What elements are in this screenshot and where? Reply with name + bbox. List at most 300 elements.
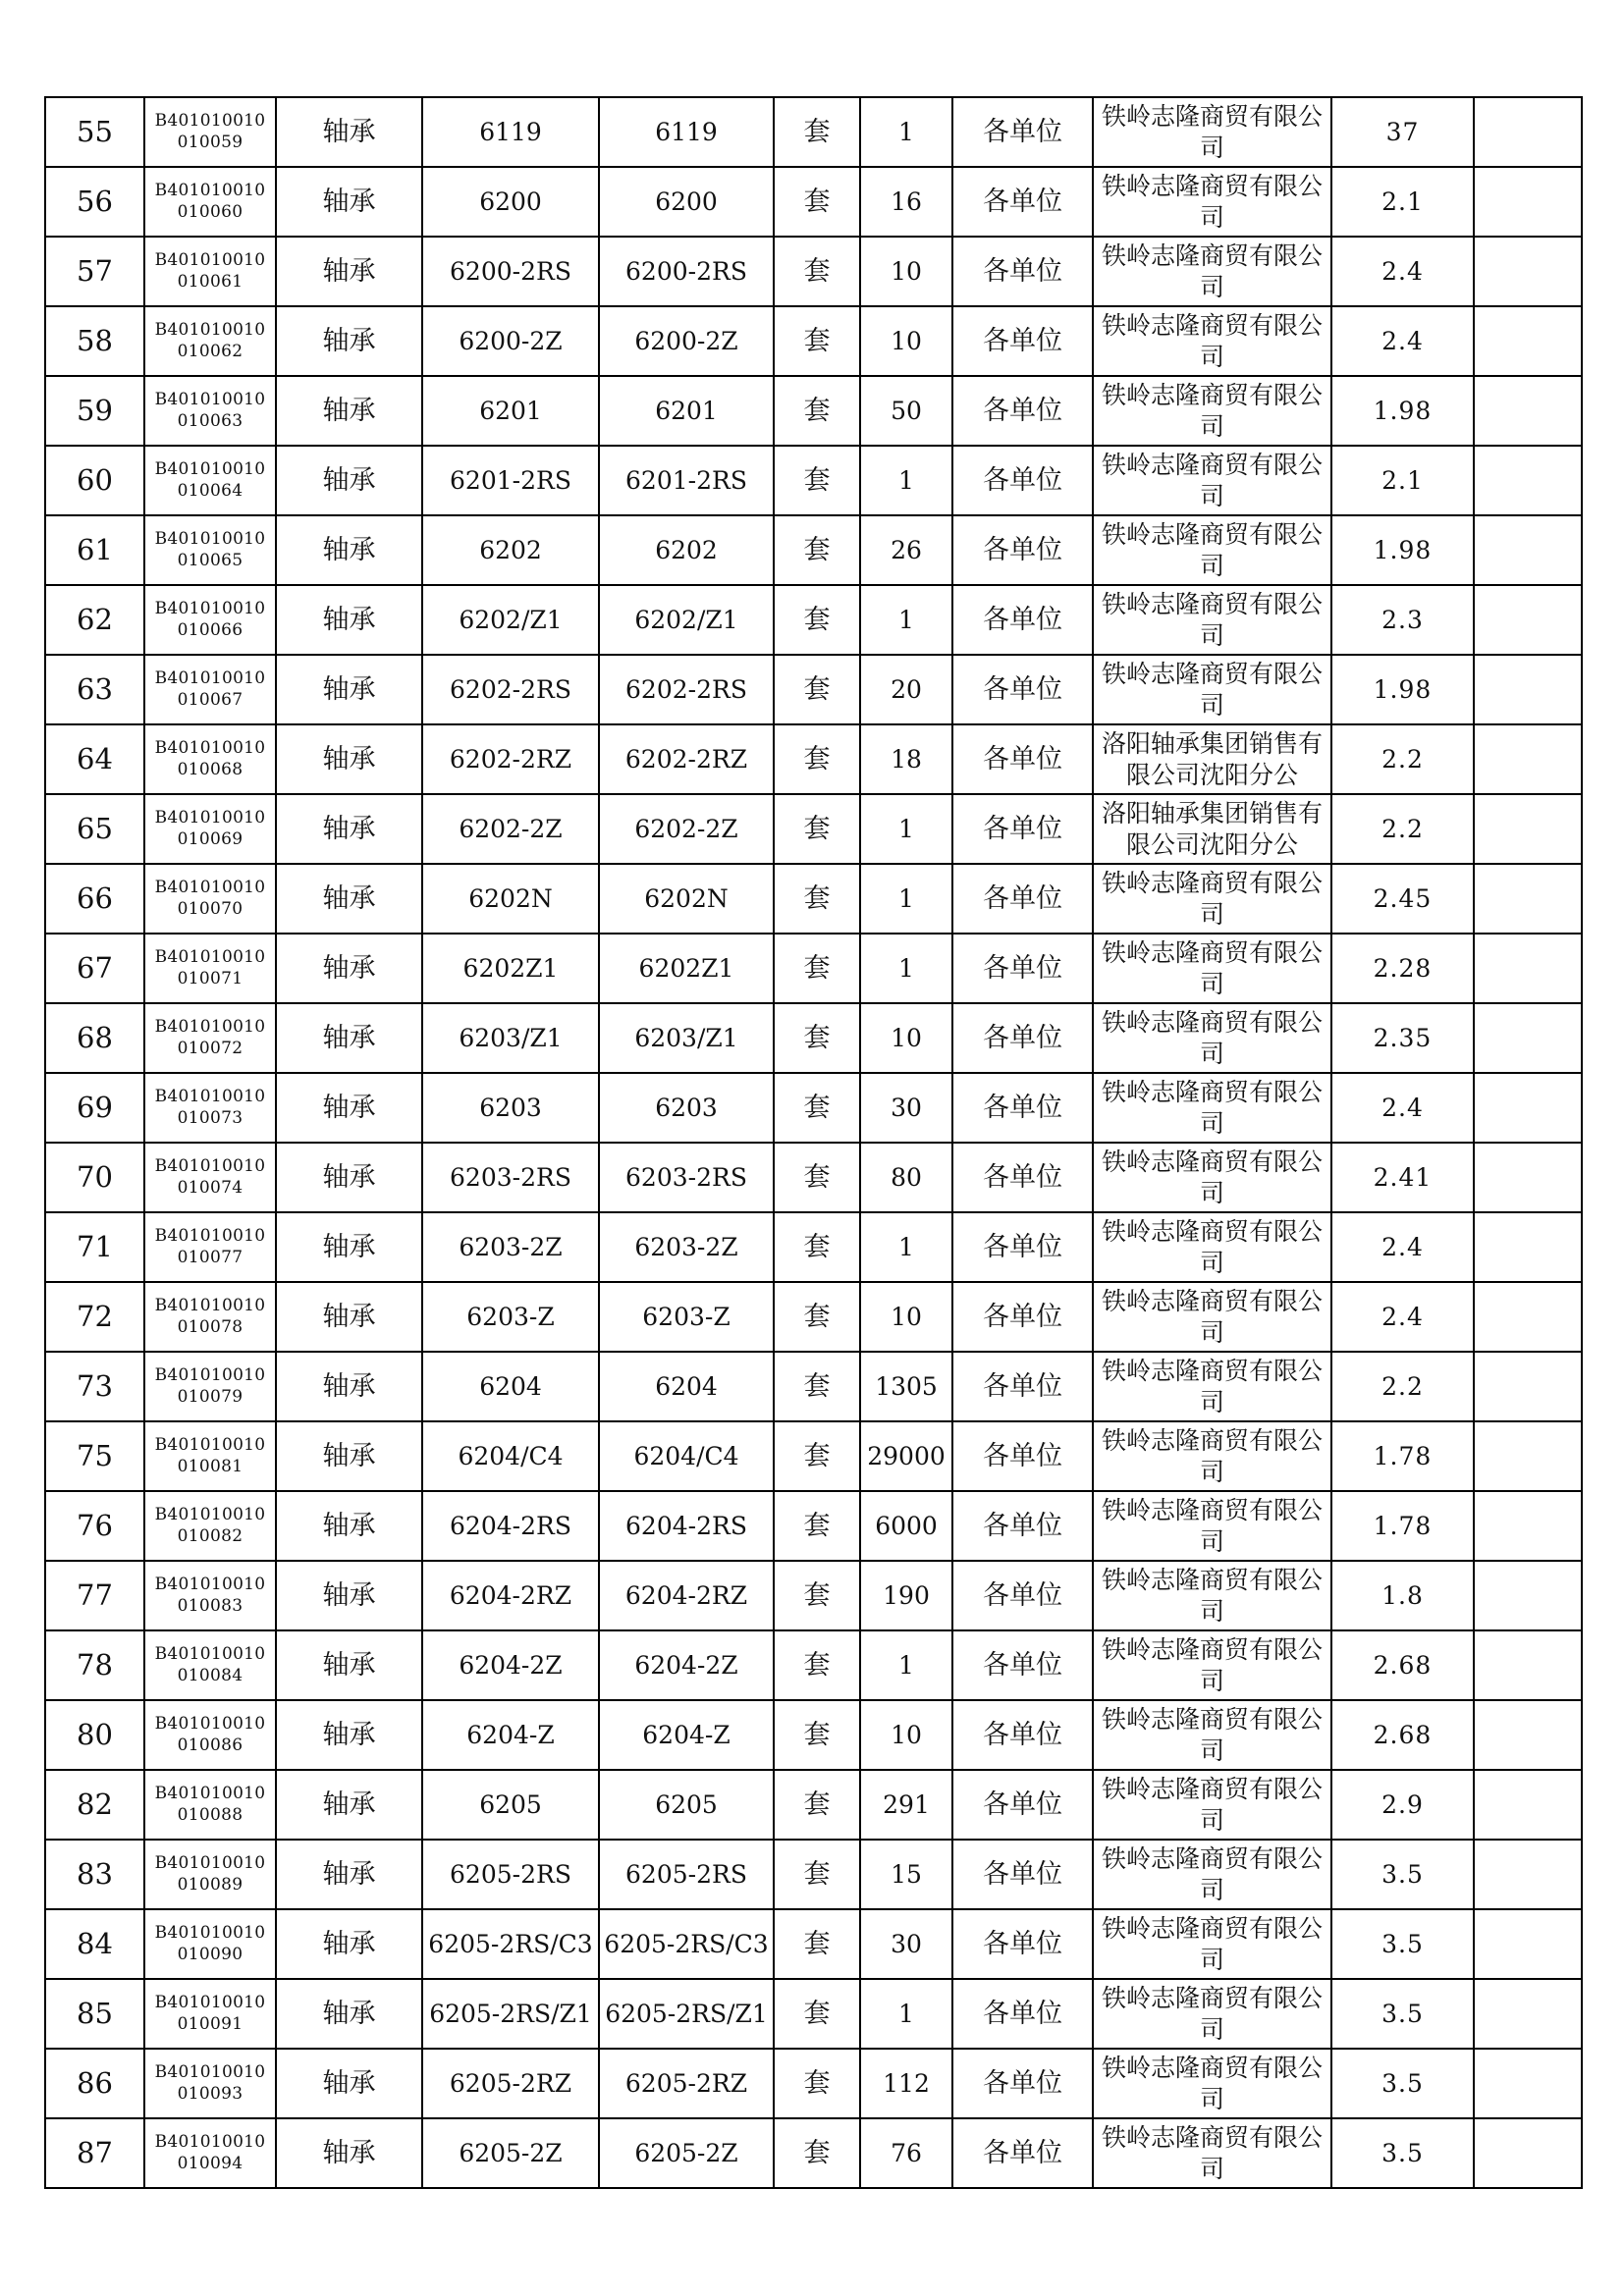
supplier-cell: 铁岭志隆商贸有限公司 <box>1093 376 1331 446</box>
quantity-cell: 29000 <box>860 1421 952 1491</box>
unit-cell: 套 <box>774 794 860 864</box>
material-code-cell: B401010010 010082 <box>144 1491 276 1561</box>
material-code-cell: B401010010 010088 <box>144 1770 276 1840</box>
material-name-cell: 轴承 <box>276 934 422 1003</box>
unit-price-cell: 2.4 <box>1331 1212 1474 1282</box>
unit-cell: 套 <box>774 934 860 1003</box>
specification-cell: 6204/C4 <box>422 1421 599 1491</box>
specification-cell: 6204-2Z <box>422 1630 599 1700</box>
department-cell: 各单位 <box>952 1770 1093 1840</box>
remark-cell <box>1474 1143 1582 1212</box>
model-cell: 6202Z1 <box>599 934 774 1003</box>
material-code-cell: B401010010 010073 <box>144 1073 276 1143</box>
unit-cell: 套 <box>774 864 860 934</box>
unit-price-cell: 3.5 <box>1331 1979 1474 2049</box>
specification-cell: 6119 <box>422 97 599 167</box>
supplier-cell: 铁岭志隆商贸有限公司 <box>1093 1840 1331 1909</box>
remark-cell <box>1474 1630 1582 1700</box>
remark-cell <box>1474 1003 1582 1073</box>
unit-cell: 套 <box>774 724 860 794</box>
unit-cell: 套 <box>774 655 860 724</box>
quantity-cell: 1 <box>860 1212 952 1282</box>
table-row <box>45 446 1582 515</box>
department-cell: 各单位 <box>952 167 1093 237</box>
table-row <box>45 1421 1582 1491</box>
unit-price-cell: 2.4 <box>1331 1073 1474 1143</box>
quantity-cell: 1 <box>860 446 952 515</box>
table-row <box>45 724 1582 794</box>
table-row <box>45 934 1582 1003</box>
material-name-cell: 轴承 <box>276 1352 422 1421</box>
quantity-cell: 26 <box>860 515 952 585</box>
material-code-cell: B401010010 010077 <box>144 1212 276 1282</box>
unit-price-cell: 2.2 <box>1331 724 1474 794</box>
quantity-cell: 1 <box>860 934 952 1003</box>
remark-cell <box>1474 864 1582 934</box>
department-cell: 各单位 <box>952 306 1093 376</box>
model-cell: 6204 <box>599 1352 774 1421</box>
material-code-cell: B401010010 010069 <box>144 794 276 864</box>
supplier-cell: 铁岭志隆商贸有限公司 <box>1093 2118 1331 2188</box>
material-code-cell: B401010010 010091 <box>144 1979 276 2049</box>
department-cell: 各单位 <box>952 1561 1093 1630</box>
unit-cell: 套 <box>774 585 860 655</box>
row-number-cell: 82 <box>45 1770 144 1840</box>
model-cell: 6203-Z <box>599 1282 774 1352</box>
row-number-cell: 86 <box>45 2049 144 2118</box>
unit-cell: 套 <box>774 2049 860 2118</box>
remark-cell <box>1474 376 1582 446</box>
material-code-cell: B401010010 010084 <box>144 1630 276 1700</box>
row-number-cell: 59 <box>45 376 144 446</box>
supplier-cell: 洛阳轴承集团销售有限公司沈阳分公 <box>1093 724 1331 794</box>
row-number-cell: 73 <box>45 1352 144 1421</box>
supplier-cell: 铁岭志隆商贸有限公司 <box>1093 1491 1331 1561</box>
specification-cell: 6205-2RS/C3 <box>422 1909 599 1979</box>
unit-price-cell: 2.4 <box>1331 1282 1474 1352</box>
unit-cell: 套 <box>774 1979 860 2049</box>
unit-price-cell: 2.2 <box>1331 794 1474 864</box>
specification-cell: 6200 <box>422 167 599 237</box>
unit-cell: 套 <box>774 1491 860 1561</box>
specification-cell: 6203-2Z <box>422 1212 599 1282</box>
remark-cell <box>1474 97 1582 167</box>
specification-cell: 6205-2RS/Z1 <box>422 1979 599 2049</box>
department-cell: 各单位 <box>952 1909 1093 1979</box>
remark-cell <box>1474 446 1582 515</box>
remark-cell <box>1474 1561 1582 1630</box>
department-cell: 各单位 <box>952 237 1093 306</box>
department-cell: 各单位 <box>952 724 1093 794</box>
quantity-cell: 50 <box>860 376 952 446</box>
table-row <box>45 1770 1582 1840</box>
material-code-cell: B401010010 010070 <box>144 864 276 934</box>
supplier-cell: 洛阳轴承集团销售有限公司沈阳分公 <box>1093 794 1331 864</box>
supplier-cell: 铁岭志隆商贸有限公司 <box>1093 1700 1331 1770</box>
model-cell: 6204-2Z <box>599 1630 774 1700</box>
model-cell: 6204/C4 <box>599 1421 774 1491</box>
material-name-cell: 轴承 <box>276 1073 422 1143</box>
supplier-cell: 铁岭志隆商贸有限公司 <box>1093 585 1331 655</box>
unit-price-cell: 3.5 <box>1331 2118 1474 2188</box>
quantity-cell: 20 <box>860 655 952 724</box>
material-code-cell: B401010010 010064 <box>144 446 276 515</box>
supplier-cell: 铁岭志隆商贸有限公司 <box>1093 167 1331 237</box>
department-cell: 各单位 <box>952 1352 1093 1421</box>
quantity-cell: 30 <box>860 1073 952 1143</box>
unit-cell: 套 <box>774 1630 860 1700</box>
remark-cell <box>1474 724 1582 794</box>
row-number-cell: 60 <box>45 446 144 515</box>
table-row <box>45 1143 1582 1212</box>
department-cell: 各单位 <box>952 655 1093 724</box>
table-row <box>45 655 1582 724</box>
material-code-cell: B401010010 010071 <box>144 934 276 1003</box>
material-name-cell: 轴承 <box>276 1630 422 1700</box>
specification-cell: 6205-2RS <box>422 1840 599 1909</box>
specification-cell: 6202/Z1 <box>422 585 599 655</box>
table-row <box>45 306 1582 376</box>
row-number-cell: 78 <box>45 1630 144 1700</box>
model-cell: 6205-2RS/C3 <box>599 1909 774 1979</box>
specification-cell: 6202 <box>422 515 599 585</box>
supplier-cell: 铁岭志隆商贸有限公司 <box>1093 1770 1331 1840</box>
department-cell: 各单位 <box>952 1282 1093 1352</box>
specification-cell: 6205 <box>422 1770 599 1840</box>
table-row <box>45 1003 1582 1073</box>
unit-cell: 套 <box>774 237 860 306</box>
quantity-cell: 16 <box>860 167 952 237</box>
material-name-cell: 轴承 <box>276 2049 422 2118</box>
unit-cell: 套 <box>774 1421 860 1491</box>
row-number-cell: 56 <box>45 167 144 237</box>
quantity-cell: 6000 <box>860 1491 952 1561</box>
row-number-cell: 63 <box>45 655 144 724</box>
material-code-cell: B401010010 010061 <box>144 237 276 306</box>
remark-cell <box>1474 934 1582 1003</box>
supplier-cell: 铁岭志隆商贸有限公司 <box>1093 1630 1331 1700</box>
department-cell: 各单位 <box>952 1212 1093 1282</box>
model-cell: 6205-2RS <box>599 1840 774 1909</box>
remark-cell <box>1474 1840 1582 1909</box>
remark-cell <box>1474 655 1582 724</box>
supplier-cell: 铁岭志隆商贸有限公司 <box>1093 1909 1331 1979</box>
supplier-cell: 铁岭志隆商贸有限公司 <box>1093 1561 1331 1630</box>
remark-cell <box>1474 2049 1582 2118</box>
material-code-cell: B401010010 010059 <box>144 97 276 167</box>
unit-cell: 套 <box>774 1840 860 1909</box>
row-number-cell: 80 <box>45 1700 144 1770</box>
quantity-cell: 10 <box>860 1282 952 1352</box>
row-number-cell: 71 <box>45 1212 144 1282</box>
material-name-cell: 轴承 <box>276 1491 422 1561</box>
specification-cell: 6202-2RS <box>422 655 599 724</box>
quantity-cell: 1 <box>860 1630 952 1700</box>
material-code-cell: B401010010 010067 <box>144 655 276 724</box>
quantity-cell: 10 <box>860 1700 952 1770</box>
department-cell: 各单位 <box>952 446 1093 515</box>
row-number-cell: 67 <box>45 934 144 1003</box>
specification-cell: 6200-2RS <box>422 237 599 306</box>
material-name-cell: 轴承 <box>276 97 422 167</box>
specification-cell: 6204-Z <box>422 1700 599 1770</box>
department-cell: 各单位 <box>952 1840 1093 1909</box>
material-code-cell: B401010010 010060 <box>144 167 276 237</box>
unit-cell: 套 <box>774 1770 860 1840</box>
unit-price-cell: 2.4 <box>1331 306 1474 376</box>
remark-cell <box>1474 1282 1582 1352</box>
specification-cell: 6203-2RS <box>422 1143 599 1212</box>
model-cell: 6203-2Z <box>599 1212 774 1282</box>
material-code-cell: B401010010 010063 <box>144 376 276 446</box>
unit-cell: 套 <box>774 1561 860 1630</box>
material-code-cell: B401010010 010068 <box>144 724 276 794</box>
table-row <box>45 585 1582 655</box>
remark-cell <box>1474 1770 1582 1840</box>
model-cell: 6205-2RZ <box>599 2049 774 2118</box>
specification-cell: 6204 <box>422 1352 599 1421</box>
model-cell: 6202-2RS <box>599 655 774 724</box>
remark-cell <box>1474 237 1582 306</box>
model-cell: 6119 <box>599 97 774 167</box>
department-cell: 各单位 <box>952 97 1093 167</box>
department-cell: 各单位 <box>952 1073 1093 1143</box>
unit-price-cell: 2.2 <box>1331 1352 1474 1421</box>
unit-price-cell: 2.28 <box>1331 934 1474 1003</box>
model-cell: 6205-2RS/Z1 <box>599 1979 774 2049</box>
table-row <box>45 1561 1582 1630</box>
bearing-price-table <box>44 96 1583 2189</box>
supplier-cell: 铁岭志隆商贸有限公司 <box>1093 306 1331 376</box>
department-cell: 各单位 <box>952 1143 1093 1212</box>
row-number-cell: 57 <box>45 237 144 306</box>
material-name-cell: 轴承 <box>276 2118 422 2188</box>
material-name-cell: 轴承 <box>276 1421 422 1491</box>
remark-cell <box>1474 1073 1582 1143</box>
material-name-cell: 轴承 <box>276 864 422 934</box>
department-cell: 各单位 <box>952 794 1093 864</box>
row-number-cell: 70 <box>45 1143 144 1212</box>
row-number-cell: 72 <box>45 1282 144 1352</box>
table-row <box>45 376 1582 446</box>
row-number-cell: 68 <box>45 1003 144 1073</box>
table-row <box>45 515 1582 585</box>
supplier-cell: 铁岭志隆商贸有限公司 <box>1093 1352 1331 1421</box>
table-row <box>45 864 1582 934</box>
material-name-cell: 轴承 <box>276 1840 422 1909</box>
supplier-cell: 铁岭志隆商贸有限公司 <box>1093 655 1331 724</box>
supplier-cell: 铁岭志隆商贸有限公司 <box>1093 515 1331 585</box>
material-name-cell: 轴承 <box>276 237 422 306</box>
unit-cell: 套 <box>774 1282 860 1352</box>
material-code-cell: B401010010 010094 <box>144 2118 276 2188</box>
quantity-cell: 10 <box>860 306 952 376</box>
specification-cell: 6205-2RZ <box>422 2049 599 2118</box>
unit-cell: 套 <box>774 1909 860 1979</box>
quantity-cell: 1 <box>860 1979 952 2049</box>
table-row <box>45 1979 1582 2049</box>
department-cell: 各单位 <box>952 1700 1093 1770</box>
row-number-cell: 87 <box>45 2118 144 2188</box>
material-code-cell: B401010010 010090 <box>144 1909 276 1979</box>
material-code-cell: B401010010 010065 <box>144 515 276 585</box>
table-row <box>45 2049 1582 2118</box>
unit-cell: 套 <box>774 376 860 446</box>
unit-price-cell: 2.1 <box>1331 167 1474 237</box>
material-code-cell: B401010010 010066 <box>144 585 276 655</box>
material-name-cell: 轴承 <box>276 1561 422 1630</box>
remark-cell <box>1474 1212 1582 1282</box>
table-row <box>45 237 1582 306</box>
material-name-cell: 轴承 <box>276 724 422 794</box>
material-name-cell: 轴承 <box>276 585 422 655</box>
unit-price-cell: 2.4 <box>1331 237 1474 306</box>
supplier-cell: 铁岭志隆商贸有限公司 <box>1093 864 1331 934</box>
quantity-cell: 1 <box>860 585 952 655</box>
quantity-cell: 190 <box>860 1561 952 1630</box>
unit-price-cell: 2.35 <box>1331 1003 1474 1073</box>
supplier-cell: 铁岭志隆商贸有限公司 <box>1093 934 1331 1003</box>
model-cell: 6202 <box>599 515 774 585</box>
material-name-cell: 轴承 <box>276 167 422 237</box>
unit-price-cell: 1.78 <box>1331 1421 1474 1491</box>
table-row <box>45 1700 1582 1770</box>
unit-price-cell: 2.45 <box>1331 864 1474 934</box>
specification-cell: 6202Z1 <box>422 934 599 1003</box>
unit-price-cell: 2.9 <box>1331 1770 1474 1840</box>
table-row <box>45 1212 1582 1282</box>
document-page <box>44 96 1581 2189</box>
specification-cell: 6201-2RS <box>422 446 599 515</box>
remark-cell <box>1474 1421 1582 1491</box>
department-cell: 各单位 <box>952 2118 1093 2188</box>
unit-price-cell: 2.41 <box>1331 1143 1474 1212</box>
department-cell: 各单位 <box>952 515 1093 585</box>
unit-price-cell: 2.68 <box>1331 1630 1474 1700</box>
remark-cell <box>1474 585 1582 655</box>
material-code-cell: B401010010 010083 <box>144 1561 276 1630</box>
material-code-cell: B401010010 010086 <box>144 1700 276 1770</box>
unit-cell: 套 <box>774 306 860 376</box>
department-cell: 各单位 <box>952 1421 1093 1491</box>
unit-price-cell: 2.3 <box>1331 585 1474 655</box>
unit-cell: 套 <box>774 1700 860 1770</box>
remark-cell <box>1474 306 1582 376</box>
specification-cell: 6202N <box>422 864 599 934</box>
quantity-cell: 1305 <box>860 1352 952 1421</box>
remark-cell <box>1474 1352 1582 1421</box>
row-number-cell: 75 <box>45 1421 144 1491</box>
remark-cell <box>1474 2118 1582 2188</box>
material-name-cell: 轴承 <box>276 1700 422 1770</box>
supplier-cell: 铁岭志隆商贸有限公司 <box>1093 1073 1331 1143</box>
table-row <box>45 2118 1582 2188</box>
table-row <box>45 794 1582 864</box>
table-row <box>45 167 1582 237</box>
supplier-cell: 铁岭志隆商贸有限公司 <box>1093 237 1331 306</box>
material-name-cell: 轴承 <box>276 1143 422 1212</box>
remark-cell <box>1474 1491 1582 1561</box>
material-code-cell: B401010010 010074 <box>144 1143 276 1212</box>
material-name-cell: 轴承 <box>276 655 422 724</box>
material-code-cell: B401010010 010078 <box>144 1282 276 1352</box>
material-name-cell: 轴承 <box>276 1212 422 1282</box>
remark-cell <box>1474 515 1582 585</box>
material-name-cell: 轴承 <box>276 794 422 864</box>
department-cell: 各单位 <box>952 934 1093 1003</box>
quantity-cell: 1 <box>860 97 952 167</box>
row-number-cell: 65 <box>45 794 144 864</box>
department-cell: 各单位 <box>952 2049 1093 2118</box>
row-number-cell: 66 <box>45 864 144 934</box>
supplier-cell: 铁岭志隆商贸有限公司 <box>1093 1003 1331 1073</box>
model-cell: 6205 <box>599 1770 774 1840</box>
remark-cell <box>1474 1979 1582 2049</box>
table-row <box>45 1840 1582 1909</box>
supplier-cell: 铁岭志隆商贸有限公司 <box>1093 1979 1331 2049</box>
quantity-cell: 76 <box>860 2118 952 2188</box>
remark-cell <box>1474 167 1582 237</box>
material-name-cell: 轴承 <box>276 1909 422 1979</box>
supplier-cell: 铁岭志隆商贸有限公司 <box>1093 446 1331 515</box>
model-cell: 6201 <box>599 376 774 446</box>
quantity-cell: 10 <box>860 1003 952 1073</box>
material-name-cell: 轴承 <box>276 515 422 585</box>
model-cell: 6204-2RZ <box>599 1561 774 1630</box>
material-code-cell: B401010010 010062 <box>144 306 276 376</box>
material-code-cell: B401010010 010072 <box>144 1003 276 1073</box>
quantity-cell: 80 <box>860 1143 952 1212</box>
row-number-cell: 58 <box>45 306 144 376</box>
unit-cell: 套 <box>774 446 860 515</box>
table-row <box>45 1073 1582 1143</box>
department-cell: 各单位 <box>952 1003 1093 1073</box>
quantity-cell: 1 <box>860 794 952 864</box>
unit-cell: 套 <box>774 1003 860 1073</box>
department-cell: 各单位 <box>952 376 1093 446</box>
row-number-cell: 76 <box>45 1491 144 1561</box>
table-row <box>45 97 1582 167</box>
material-code-cell: B401010010 010079 <box>144 1352 276 1421</box>
material-code-cell: B401010010 010089 <box>144 1840 276 1909</box>
unit-price-cell: 3.5 <box>1331 2049 1474 2118</box>
material-name-cell: 轴承 <box>276 306 422 376</box>
supplier-cell: 铁岭志隆商贸有限公司 <box>1093 1421 1331 1491</box>
specification-cell: 6201 <box>422 376 599 446</box>
material-name-cell: 轴承 <box>276 376 422 446</box>
table-row <box>45 1352 1582 1421</box>
row-number-cell: 84 <box>45 1909 144 1979</box>
unit-price-cell: 1.98 <box>1331 376 1474 446</box>
table-body <box>45 97 1582 2188</box>
model-cell: 6205-2Z <box>599 2118 774 2188</box>
department-cell: 各单位 <box>952 1630 1093 1700</box>
unit-cell: 套 <box>774 1143 860 1212</box>
unit-price-cell: 1.8 <box>1331 1561 1474 1630</box>
row-number-cell: 62 <box>45 585 144 655</box>
row-number-cell: 64 <box>45 724 144 794</box>
unit-price-cell: 3.5 <box>1331 1909 1474 1979</box>
unit-cell: 套 <box>774 167 860 237</box>
specification-cell: 6205-2Z <box>422 2118 599 2188</box>
model-cell: 6200-2RS <box>599 237 774 306</box>
table-row <box>45 1282 1582 1352</box>
unit-price-cell: 1.78 <box>1331 1491 1474 1561</box>
model-cell: 6200-2Z <box>599 306 774 376</box>
specification-cell: 6202-2Z <box>422 794 599 864</box>
unit-cell: 套 <box>774 1212 860 1282</box>
unit-cell: 套 <box>774 97 860 167</box>
